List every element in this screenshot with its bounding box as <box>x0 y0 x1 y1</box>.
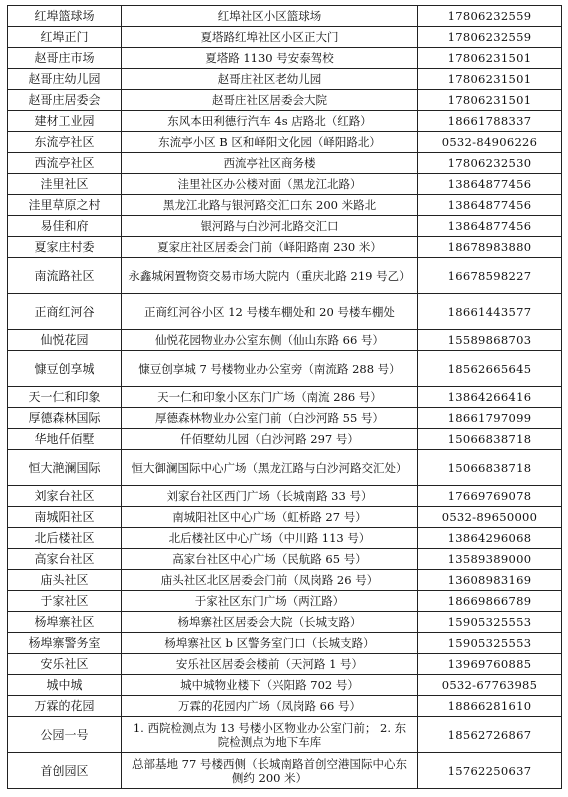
table-row <box>8 675 562 696</box>
site-name-cell: 南城阳社区 <box>8 507 122 528</box>
site-address-cell: 夏家庄社区居委会门前（峄阳路南 230 米） <box>122 237 418 258</box>
site-address-cell: 慷豆创享城 7 号楼物业办公室旁（南流路 288 号） <box>122 351 418 387</box>
site-phone-cell: 15905325553 <box>418 612 562 633</box>
site-phone-cell: 18678983880 <box>418 237 562 258</box>
site-name-cell: 华地仟佰墅 <box>8 429 122 450</box>
site-address-cell: 红埠社区小区篮球场 <box>122 6 418 27</box>
site-name-cell: 慷豆创享城 <box>8 351 122 387</box>
site-name-cell: 于家社区 <box>8 591 122 612</box>
site-phone-cell: 13608983169 <box>418 570 562 591</box>
table-row <box>8 654 562 675</box>
site-phone-cell: 18661797099 <box>418 408 562 429</box>
site-address-cell: 洼里社区办公楼对面（黑龙江北路） <box>122 174 418 195</box>
site-address-cell: 东流亭小区 B 区和峄阳文化园（峄阳路北） <box>122 132 418 153</box>
site-address-cell: 安乐社区居委会楼前（天河路 1 号） <box>122 654 418 675</box>
site-phone-cell: 17806232559 <box>418 6 562 27</box>
site-name-cell: 庙头社区 <box>8 570 122 591</box>
table-row <box>8 153 562 174</box>
site-phone-cell: 17806231501 <box>418 69 562 90</box>
site-address-cell: 杨埠寨社区 b 区警务室门口（长城支路） <box>122 633 418 654</box>
site-phone-cell: 17806232559 <box>418 27 562 48</box>
testing-sites-document <box>7 5 561 789</box>
table-row <box>8 216 562 237</box>
site-name-cell: 首创园区 <box>8 753 122 789</box>
site-phone-cell: 18562665645 <box>418 351 562 387</box>
site-name-cell: 洼里草原之村 <box>8 195 122 216</box>
site-address-cell: 赵哥庄社区居委会大院 <box>122 90 418 111</box>
table-row <box>8 6 562 27</box>
site-address-cell: 夏塔路红埠社区小区正大门 <box>122 27 418 48</box>
site-address-cell: 仙悦花园物业办公室东侧（仙山东路 66 号） <box>122 330 418 351</box>
site-address-cell: 庙头社区北区居委会门前（凤岗路 26 号） <box>122 570 418 591</box>
site-name-cell: 易佳和府 <box>8 216 122 237</box>
site-name-cell: 万霖的花园 <box>8 696 122 717</box>
table-row <box>8 753 562 789</box>
table-row <box>8 549 562 570</box>
site-phone-cell: 15066838718 <box>418 429 562 450</box>
site-name-cell: 恒大滟澜国际 <box>8 450 122 486</box>
site-phone-cell: 0532-89650000 <box>418 507 562 528</box>
site-name-cell: 北后楼社区 <box>8 528 122 549</box>
site-name-cell: 安乐社区 <box>8 654 122 675</box>
site-phone-cell: 13864296068 <box>418 528 562 549</box>
table-row <box>8 69 562 90</box>
site-phone-cell: 0532-67763985 <box>418 675 562 696</box>
site-address-cell: 东风本田利德行汽车 4s 店路北（红路） <box>122 111 418 132</box>
table-row <box>8 294 562 330</box>
site-phone-cell: 18661443577 <box>418 294 562 330</box>
site-name-cell: 城中城 <box>8 675 122 696</box>
site-phone-cell: 17806231501 <box>418 48 562 69</box>
site-phone-cell: 18669866789 <box>418 591 562 612</box>
site-phone-cell: 18661788337 <box>418 111 562 132</box>
site-phone-cell: 15905325553 <box>418 633 562 654</box>
site-address-cell: 赵哥庄社区老幼儿园 <box>122 69 418 90</box>
table-body <box>8 6 562 789</box>
site-address-cell: 厚德森林物业办公室门前（白沙河路 55 号） <box>122 408 418 429</box>
site-phone-cell: 17806232530 <box>418 153 562 174</box>
site-address-cell: 夏塔路 1130 号安泰驾校 <box>122 48 418 69</box>
site-phone-cell: 13864877456 <box>418 195 562 216</box>
table-row <box>8 429 562 450</box>
site-phone-cell: 13864877456 <box>418 216 562 237</box>
site-address-cell: 总部基地 77 号楼西侧（长城南路首创空港国际中心东侧约 200 米） <box>122 753 418 789</box>
table-row <box>8 195 562 216</box>
table-row <box>8 132 562 153</box>
site-phone-cell: 13969760885 <box>418 654 562 675</box>
site-name-cell: 公园一号 <box>8 717 122 753</box>
site-phone-cell: 13864877456 <box>418 174 562 195</box>
site-address-cell: 恒大御澜国际中心广场（黑龙江路与白沙河路交汇处） <box>122 450 418 486</box>
site-address-cell: 杨埠寨社区居委会大院（长城支路） <box>122 612 418 633</box>
table-row <box>8 450 562 486</box>
table-row <box>8 612 562 633</box>
table-row <box>8 408 562 429</box>
site-address-cell: 仟佰墅幼儿园（白沙河路 297 号） <box>122 429 418 450</box>
site-name-cell: 夏家庄村委 <box>8 237 122 258</box>
site-name-cell: 西流亭社区 <box>8 153 122 174</box>
site-name-cell: 赵哥庄居委会 <box>8 90 122 111</box>
site-name-cell: 赵哥庄市场 <box>8 48 122 69</box>
site-name-cell: 正商红河谷 <box>8 294 122 330</box>
site-name-cell: 洼里社区 <box>8 174 122 195</box>
table-row <box>8 486 562 507</box>
site-name-cell: 红埠篮球场 <box>8 6 122 27</box>
table-row <box>8 111 562 132</box>
table-row <box>8 696 562 717</box>
site-address-cell: 银河路与白沙河北路交汇口 <box>122 216 418 237</box>
site-phone-cell: 17669769078 <box>418 486 562 507</box>
site-address-cell: 西流亭社区商务楼 <box>122 153 418 174</box>
table-row <box>8 258 562 294</box>
site-address-cell: 万霖的花园内广场（凤岗路 66 号） <box>122 696 418 717</box>
site-name-cell: 杨埠寨警务室 <box>8 633 122 654</box>
site-name-cell: 红埠正门 <box>8 27 122 48</box>
site-address-cell: 天一仁和印象小区东门广场（南流 286 号） <box>122 387 418 408</box>
site-phone-cell: 0532-84906226 <box>418 132 562 153</box>
site-phone-cell: 15762250637 <box>418 753 562 789</box>
site-phone-cell: 18562726867 <box>418 717 562 753</box>
table-row <box>8 330 562 351</box>
site-address-cell: 城中城物业楼下（兴阳路 702 号） <box>122 675 418 696</box>
table-row <box>8 633 562 654</box>
site-name-cell: 天一仁和印象 <box>8 387 122 408</box>
site-phone-cell: 17806231501 <box>418 90 562 111</box>
site-name-cell: 仙悦花园 <box>8 330 122 351</box>
table-row <box>8 174 562 195</box>
table-row <box>8 570 562 591</box>
site-phone-cell: 13589389000 <box>418 549 562 570</box>
site-name-cell: 南流路社区 <box>8 258 122 294</box>
site-phone-cell: 18866281610 <box>418 696 562 717</box>
table-row <box>8 27 562 48</box>
site-name-cell: 赵哥庄幼儿园 <box>8 69 122 90</box>
site-name-cell: 杨埠寨社区 <box>8 612 122 633</box>
table-row <box>8 717 562 753</box>
table-row <box>8 237 562 258</box>
site-name-cell: 建材工业园 <box>8 111 122 132</box>
table-row <box>8 507 562 528</box>
site-address-cell: 永鑫城闲置物资交易市场大院内（重庆北路 219 号乙） <box>122 258 418 294</box>
site-address-cell: 南城阳社区中心广场（虹桥路 27 号） <box>122 507 418 528</box>
table-row <box>8 591 562 612</box>
site-name-cell: 高家台社区 <box>8 549 122 570</box>
site-phone-cell: 15589868703 <box>418 330 562 351</box>
site-address-cell: 1. 西院检测点为 13 号楼小区物业办公室门前； 2. 东院检测点为地下车库 <box>122 717 418 753</box>
site-name-cell: 刘家台社区 <box>8 486 122 507</box>
testing-sites-table <box>7 5 562 789</box>
site-phone-cell: 15066838718 <box>418 450 562 486</box>
site-address-cell: 北后楼社区中心广场（中川路 113 号） <box>122 528 418 549</box>
table-row <box>8 528 562 549</box>
site-name-cell: 东流亭社区 <box>8 132 122 153</box>
site-address-cell: 刘家台社区西门广场（长城南路 33 号） <box>122 486 418 507</box>
site-name-cell: 厚德森林国际 <box>8 408 122 429</box>
table-row <box>8 90 562 111</box>
site-phone-cell: 13864266416 <box>418 387 562 408</box>
table-row <box>8 48 562 69</box>
table-row <box>8 351 562 387</box>
site-address-cell: 于家社区东门广场（两江路） <box>122 591 418 612</box>
table-row <box>8 387 562 408</box>
site-address-cell: 黑龙江北路与银河路交汇口东 200 米路北 <box>122 195 418 216</box>
site-phone-cell: 16678598227 <box>418 258 562 294</box>
site-address-cell: 正商红河谷小区 12 号楼车棚处和 20 号楼车棚处 <box>122 294 418 330</box>
site-address-cell: 高家台社区中心广场（民航路 65 号） <box>122 549 418 570</box>
